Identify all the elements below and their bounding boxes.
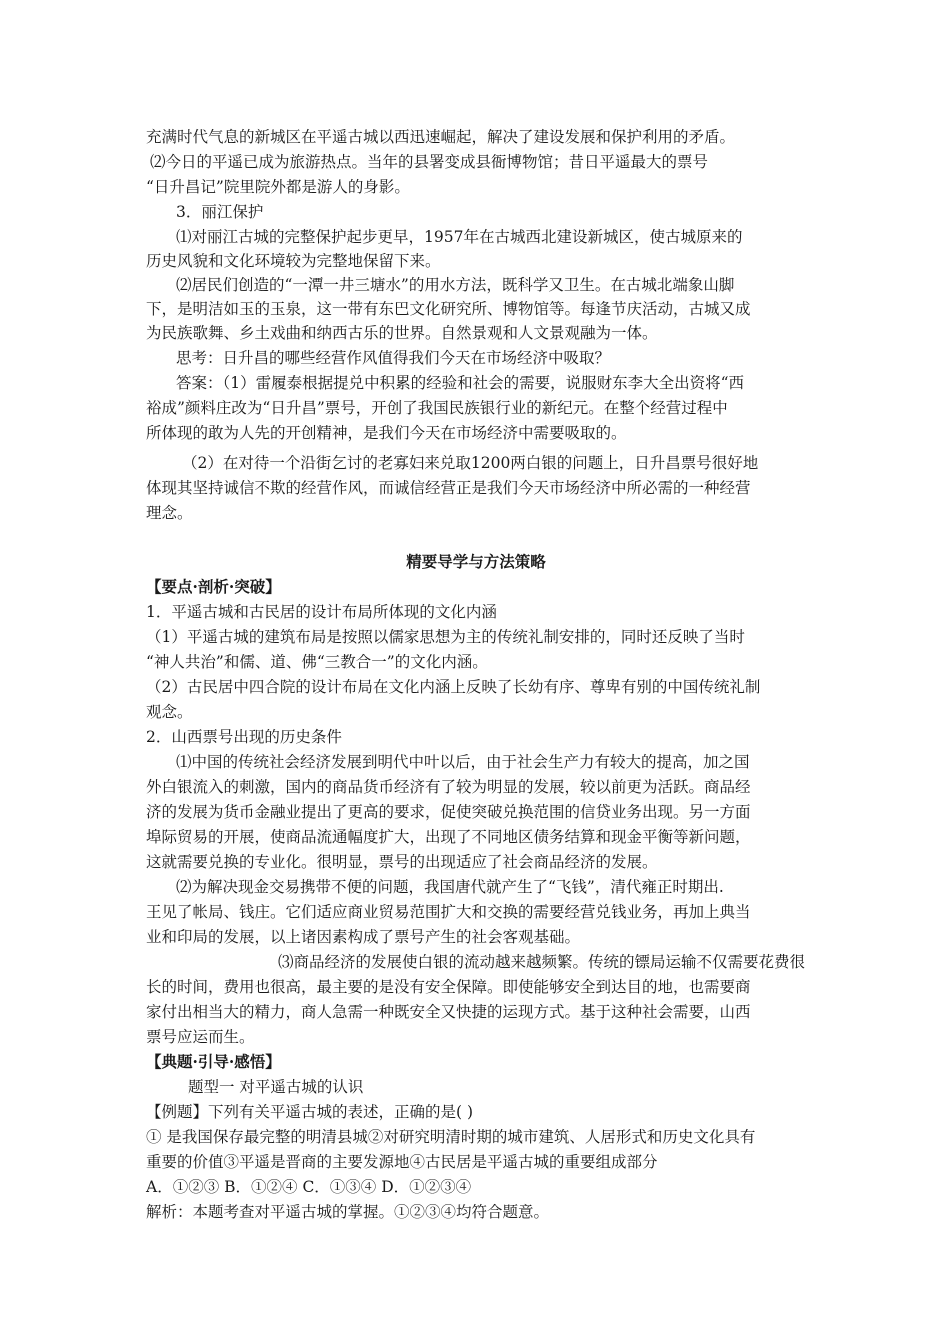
text-line: 重要的价值③平遥是晋商的主要发源地④古民居是平遥古城的重要组成部分 bbox=[146, 1153, 658, 1171]
text-line: 家付出相当大的精力，商人急需一种既安全又快捷的运现方式。基于这种社会需要，山西 bbox=[146, 1003, 751, 1021]
text-line: 历史风貌和文化环境较为完整地保留下来。 bbox=[146, 252, 441, 270]
question-stem: 【例题】下列有关平遥古城的表述，正确的是( ) bbox=[146, 1103, 474, 1121]
text-line: 充满时代气息的新城区在平遥古城以西迅速崛起，解决了建设发展和保护利用的矛盾。 bbox=[146, 128, 736, 146]
text-line: “日升昌记”院里院外都是游人的身影。 bbox=[146, 178, 410, 196]
text-line: 这就需要兑换的专业化。很明显，票号的出现适应了社会商品经济的发展。 bbox=[146, 853, 658, 871]
section-title: 精要导学与方法策略 bbox=[406, 552, 546, 571]
text-line: 所体现的敢为人先的开创精神，是我们今天在市场经济中需要吸取的。 bbox=[146, 424, 627, 442]
text-line: 体现其坚持诚信不欺的经营作风，而诚信经营正是我们今天市场经济中所必需的一种经营 bbox=[146, 479, 751, 497]
subsection-heading: 【典题·引导·感悟】 bbox=[146, 1052, 281, 1071]
text-line: 下，是明洁如玉的玉泉，这一带有东巴文化研究所、博物馆等。每逢节庆活动，古城又成 bbox=[146, 300, 751, 318]
text-line: 业和印局的发展，以上诸因素构成了票号产生的社会客观基础。 bbox=[146, 928, 581, 946]
text-line: 埠际贸易的开展，使商品流通幅度扩大，出现了不同地区债务结算和现金平衡等新问题， bbox=[146, 828, 751, 846]
text-line: 为民族歌舞、乡土戏曲和纳西古乐的世界。自然景观和人文景观融为一体。 bbox=[146, 324, 658, 342]
text-line: 王见了帐局、钱庄。它们适应商业贸易范围扩大和交换的需要经营兑钱业务，再加上典当 bbox=[146, 903, 751, 921]
text-line: 1．平遥古城和古民居的设计布局所体现的文化内涵 bbox=[146, 603, 497, 621]
text-line: 答案：（1）雷履泰根据提兑中积累的经验和社会的需要，说服财东李大全出资将“西 bbox=[176, 374, 745, 392]
text-line: ⑴中国的传统社会经济发展到明代中叶以后，由于社会生产力有较大的提高，加之国 bbox=[176, 753, 750, 771]
explanation-line: 解析：本题考查对平遥古城的掌握。①②③④均符合题意。 bbox=[146, 1203, 550, 1221]
text-line: （2）在对待一个沿街乞讨的老寡妇来兑取1200两白银的问题上，日升昌票号很好地 bbox=[182, 454, 759, 472]
text-line: 外白银流入的刺激，国内的商品货币经济有了较为明显的发展，较以前更为活跃。商品经 bbox=[146, 778, 751, 796]
text-line: ① 是我国保存最完整的明清县城②对研究明清时期的城市建筑、人居形式和历史文化具有 bbox=[146, 1128, 756, 1146]
text-line: ⑵为解决现金交易携带不便的问题，我国唐代就产生了“飞钱”，清代雍正时期出. bbox=[176, 878, 724, 896]
text-line: 长的时间，费用也很高，最主要的是没有安全保障。即使能够安全到达目的地，也需要商 bbox=[146, 978, 751, 996]
text-line: ⑶商品经济的发展使白银的流动越来越频繁。传统的镖局运输不仅需要花费很 bbox=[278, 953, 806, 971]
text-line: ⑵今日的平遥已成为旅游热点。当年的县署变成县衙博物馆；昔日平遥最大的票号 bbox=[150, 153, 709, 171]
subsection-heading: 【要点·剖析·突破】 bbox=[146, 577, 281, 596]
text-line: 2．山西票号出现的历史条件 bbox=[146, 728, 342, 746]
text-line: 票号应运而生。 bbox=[146, 1028, 255, 1046]
answer-options: A．①②③ B．①②④ C．①③④ D．①②③④ bbox=[146, 1178, 472, 1196]
text-line: 理念。 bbox=[146, 504, 193, 522]
text-line: 思考：日升昌的哪些经营作风值得我们今天在市场经济中吸取？ bbox=[176, 349, 611, 367]
text-line: 济的发展为货币金融业提出了更高的要求，促使突破兑换范围的信贷业务出现。另一方面 bbox=[146, 803, 751, 821]
text-line: 观念。 bbox=[146, 703, 193, 721]
text-line: （1）平遥古城的建筑布局是按照以儒家思想为主的传统礼制安排的，同时还反映了当时 bbox=[146, 628, 745, 646]
text-line: ⑵居民们创造的“一潭一井三塘水”的用水方法，既科学又卫生。在古城北端象山脚 bbox=[176, 276, 735, 294]
text-line: （2）古民居中四合院的设计布局在文化内涵上反映了长幼有序、尊卑有别的中国传统礼制 bbox=[146, 678, 761, 696]
text-line: 3．丽江保护 bbox=[176, 203, 264, 221]
text-line: 裕成”颜料庄改为“日升昌”票号，开创了我国民族银行业的新纪元。在整个经营过程中 bbox=[146, 399, 728, 417]
text-line: ⑴对丽江古城的完整保护起步更早，1957年在古城西北建设新城区，使古城原来的 bbox=[176, 228, 743, 246]
text-line: “神人共治”和儒、道、佛“三教合一”的文化内涵。 bbox=[146, 653, 488, 671]
text-line: 题型一 对平遥古城的认识 bbox=[188, 1078, 364, 1096]
